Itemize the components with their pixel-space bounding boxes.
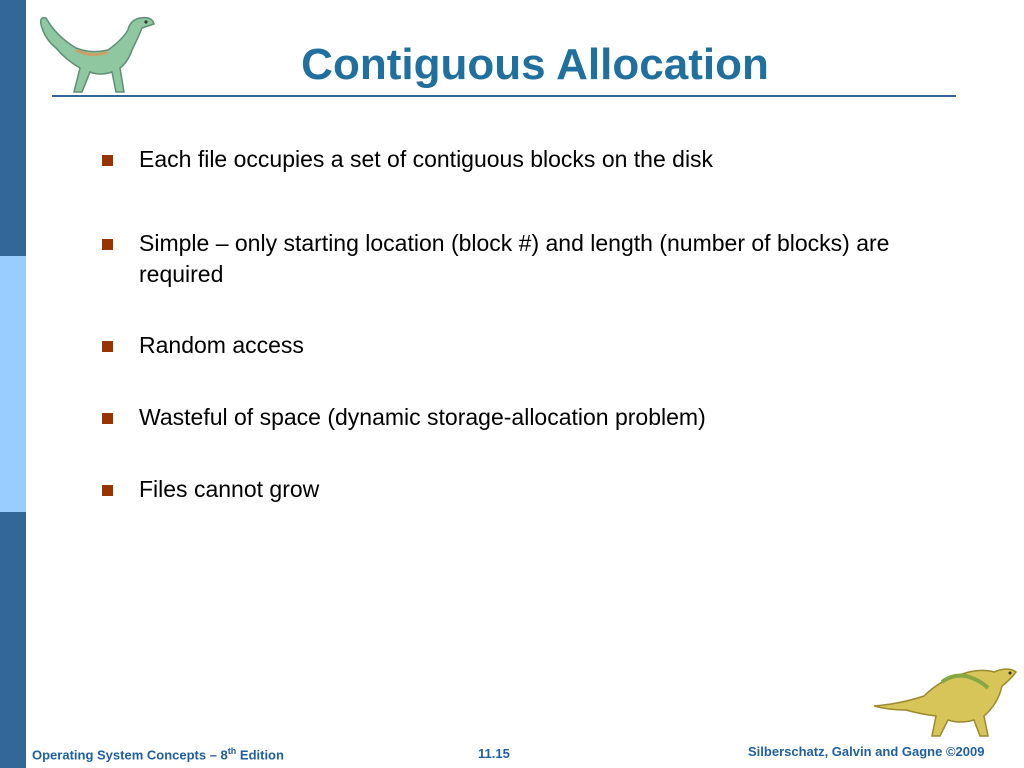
square-bullet-icon — [102, 413, 113, 424]
bullet-text: Files cannot grow — [139, 476, 320, 502]
footer-book-suffix: Edition — [236, 747, 284, 763]
bullet-text: Each file occupies a set of contiguous blocks on the disk — [139, 146, 714, 172]
bullet-text: Simple – only starting location (block #) and length (number of blocks) are required — [139, 230, 890, 287]
footer-book-title — [32, 746, 284, 762]
dinosaur-icon — [870, 660, 1020, 740]
sidebar-highlight — [0, 256, 26, 512]
bullet-text: Random access — [139, 332, 304, 358]
footer-book-prefix: Operating System Concepts – 8 — [32, 747, 228, 763]
square-bullet-icon — [102, 155, 113, 166]
square-bullet-icon — [102, 239, 113, 250]
bullet-text: Wasteful of space (dynamic storage-allocation problem) — [139, 404, 706, 430]
square-bullet-icon — [102, 341, 113, 352]
dinosaur-icon — [36, 6, 160, 98]
footer-page-number: 11.15 — [478, 746, 510, 761]
footer-copyright: Silberschatz, Galvin and Gagne ©2009 — [748, 744, 985, 759]
title-underline — [52, 95, 956, 97]
footer-book-sup: th — [227, 746, 237, 756]
square-bullet-icon — [102, 485, 113, 496]
slide-title: Contiguous Allocation — [301, 40, 769, 89]
